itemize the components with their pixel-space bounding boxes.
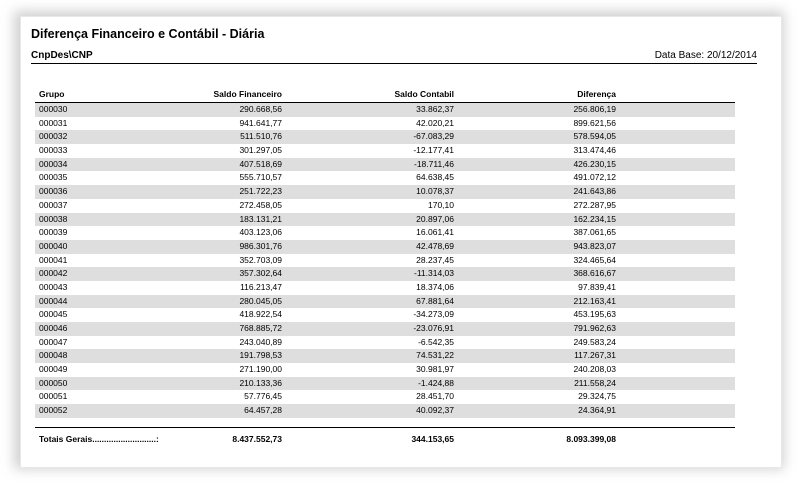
cell-saldo-financeiro: 768.885,72 [239, 323, 282, 333]
cell-grupo: 000039 [39, 227, 68, 238]
cell-saldo-contabil: 33.862,37 [416, 104, 454, 114]
table-row [35, 363, 735, 377]
cell-saldo-financeiro: 352.703,09 [239, 254, 282, 265]
cell-saldo-contabil: 170,10 [428, 199, 454, 210]
cell-grupo: 000045 [39, 309, 68, 320]
table-row [35, 171, 735, 185]
cell-grupo: 000032 [39, 131, 68, 142]
cell-saldo-financeiro: 301.297,05 [239, 145, 282, 156]
cell-diferenca: 491.072,12 [573, 172, 616, 183]
table-row [35, 158, 735, 172]
table-row [35, 349, 735, 363]
cell-grupo: 000036 [39, 186, 68, 197]
cell-grupo: 000046 [39, 323, 68, 333]
header-saldo-financeiro: Saldo Financeiro [213, 89, 282, 99]
cell-saldo-financeiro: 407.518,69 [239, 158, 282, 169]
cell-saldo-financeiro: 403.123,06 [239, 227, 282, 238]
cell-saldo-contabil: 42.020,21 [416, 117, 454, 128]
cell-grupo: 000052 [39, 405, 68, 416]
cell-diferenca: 899.621,56 [573, 117, 616, 128]
cell-grupo: 000044 [39, 295, 68, 306]
cell-grupo: 000037 [39, 199, 68, 210]
cell-saldo-financeiro: 290.668,56 [239, 104, 282, 114]
cell-saldo-contabil: 28.237,45 [416, 254, 454, 265]
totals-divider [35, 427, 735, 428]
cell-diferenca: 211.558,24 [574, 377, 616, 388]
cell-saldo-financeiro: 271.190,00 [239, 364, 282, 375]
cell-grupo: 000038 [39, 213, 68, 224]
cell-saldo-financeiro: 191.798,53 [239, 350, 282, 361]
table-row [35, 103, 735, 117]
cell-saldo-contabil: 20.897,06 [416, 213, 454, 224]
title-divider [31, 63, 757, 64]
cell-saldo-contabil: 40.092,37 [416, 405, 454, 416]
cell-saldo-contabil: 18.374,06 [416, 281, 454, 292]
cell-saldo-financeiro: 251.722,23 [239, 186, 282, 197]
report-page [20, 16, 782, 468]
total-diferenca: 8.093.399,08 [566, 434, 616, 444]
cell-saldo-financeiro: 57.776,45 [244, 391, 282, 402]
cell-saldo-contabil: -6.542,35 [418, 336, 454, 347]
table-row [35, 267, 735, 281]
table-row [35, 213, 735, 227]
table-row [35, 226, 735, 240]
table-row [35, 281, 735, 295]
cell-diferenca: 256.806,19 [573, 104, 616, 114]
cell-diferenca: 117.267,31 [574, 350, 616, 361]
cell-diferenca: 212.163,41 [573, 295, 616, 306]
cell-diferenca: 791.962,63 [573, 323, 616, 333]
cell-grupo: 000047 [39, 336, 68, 347]
cell-diferenca: 313.474,46 [573, 145, 616, 156]
table-row [35, 390, 735, 404]
cell-saldo-contabil: -18.711,46 [413, 158, 454, 169]
cell-saldo-financeiro: 64.457,28 [244, 405, 282, 416]
cell-diferenca: 426.230,15 [573, 158, 616, 169]
header-saldo-contabil: Saldo Contabil [394, 89, 454, 99]
cell-diferenca: 272.287,95 [573, 199, 616, 210]
cell-saldo-contabil: -1.424,88 [418, 377, 454, 388]
cell-diferenca: 29.324,75 [578, 391, 616, 402]
cell-diferenca: 24.364,91 [578, 405, 616, 416]
table-row [35, 336, 735, 350]
cell-grupo: 000030 [39, 104, 68, 114]
table-row [35, 295, 735, 309]
header-diferenca: Diferença [577, 89, 616, 99]
cell-grupo: 000042 [39, 268, 68, 279]
cell-saldo-financeiro: 511.510,76 [240, 131, 282, 142]
data-table [35, 103, 735, 418]
cell-saldo-contabil: -12.177,41 [413, 145, 454, 156]
cell-saldo-financeiro: 418.922,54 [239, 309, 282, 320]
total-saldo-financeiro: 8.437.552,73 [232, 434, 282, 444]
cell-saldo-contabil: -23.076,91 [413, 323, 454, 333]
cell-saldo-financeiro: 280.045,05 [239, 295, 282, 306]
cell-grupo: 000034 [39, 158, 68, 169]
cell-saldo-contabil: -34.273,09 [413, 309, 454, 320]
report-subtitle: CnpDes\CNP [31, 50, 93, 61]
cell-diferenca: 162.234,15 [573, 213, 616, 224]
cell-diferenca: 387.061,65 [573, 227, 616, 238]
cell-saldo-contabil: 67.881,64 [416, 295, 454, 306]
cell-diferenca: 241.643,86 [573, 186, 616, 197]
table-row [35, 117, 735, 131]
data-base-label: Data Base: 20/12/2014 [654, 50, 757, 61]
cell-grupo: 000040 [39, 240, 68, 251]
cell-saldo-contabil: 16.061,41 [416, 227, 454, 238]
cell-grupo: 000035 [39, 172, 68, 183]
cell-saldo-financeiro: 210.133,36 [239, 377, 282, 388]
cell-diferenca: 240.208,03 [573, 364, 616, 375]
table-row [35, 185, 735, 199]
cell-saldo-contabil: 30.981,97 [416, 364, 454, 375]
cell-saldo-financeiro: 183.131,21 [239, 213, 282, 224]
table-row [35, 377, 735, 391]
cell-saldo-contabil: 64.638,45 [416, 172, 454, 183]
cell-grupo: 000049 [39, 364, 68, 375]
table-row [35, 199, 735, 213]
cell-diferenca: 249.583,24 [573, 336, 616, 347]
cell-grupo: 000033 [39, 145, 68, 156]
total-saldo-contabil: 344.153,65 [411, 434, 454, 444]
cell-saldo-financeiro: 272.458,05 [239, 199, 282, 210]
table-row [35, 308, 735, 322]
cell-saldo-financeiro: 555.710,57 [239, 172, 282, 183]
cell-diferenca: 453.195,63 [573, 309, 616, 320]
header-grupo: Grupo [39, 89, 65, 99]
report-title: Diferença Financeiro e Contábil - Diária [31, 27, 265, 41]
cell-diferenca: 943.823,07 [573, 240, 616, 251]
cell-saldo-financeiro: 116.213,47 [240, 281, 282, 292]
cell-grupo: 000041 [39, 254, 68, 265]
table-row [35, 254, 735, 268]
cell-grupo: 000043 [39, 281, 68, 292]
cell-saldo-financeiro: 357.302,64 [239, 268, 282, 279]
cell-saldo-contabil: -67.083,29 [413, 131, 454, 142]
cell-saldo-contabil: 10.078,37 [416, 186, 454, 197]
cell-saldo-financeiro: 243.040,89 [239, 336, 282, 347]
cell-saldo-contabil: 28.451,70 [416, 391, 454, 402]
table-row [35, 144, 735, 158]
table-row [35, 130, 735, 144]
table-row [35, 404, 735, 418]
table-row [35, 322, 735, 336]
totals-label: Totais Gerais...........................: [39, 434, 159, 444]
cell-grupo: 000051 [39, 391, 68, 402]
cell-grupo: 000048 [39, 350, 68, 361]
cell-saldo-contabil: 74.531,22 [416, 350, 454, 361]
cell-diferenca: 578.594,05 [573, 131, 616, 142]
cell-grupo: 000050 [39, 377, 68, 388]
cell-diferenca: 368.616,67 [573, 268, 616, 279]
cell-saldo-contabil: -11.314,03 [413, 268, 454, 279]
cell-diferenca: 324.465,64 [573, 254, 616, 265]
cell-diferenca: 97.839,41 [578, 281, 616, 292]
cell-grupo: 000031 [39, 117, 68, 128]
table-row [35, 240, 735, 254]
cell-saldo-financeiro: 941.641,77 [239, 117, 282, 128]
cell-saldo-contabil: 42.478,69 [416, 240, 454, 251]
cell-saldo-financeiro: 986.301,76 [239, 240, 282, 251]
